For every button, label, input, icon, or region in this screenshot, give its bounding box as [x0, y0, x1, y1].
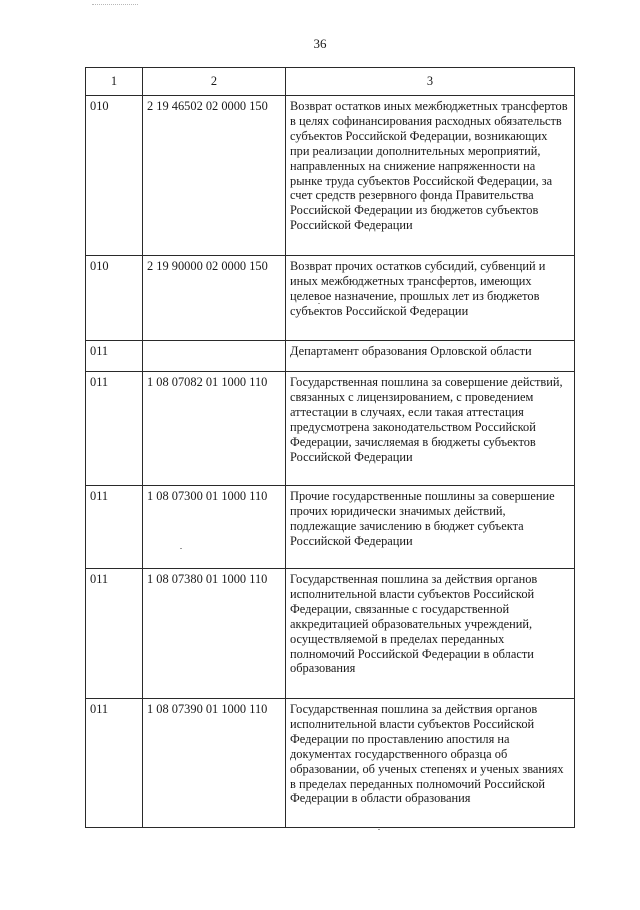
budget-classification-code-cell: 2 19 46502 02 0000 150	[143, 96, 286, 256]
revenue-name-cell: Государственная пошлина за совершение действий, связанных с лицензированием, с проведением аттестации в случаях, если такая аттестация предусмотрена законодательством Российской Федерации, зачисляемая в бюджеты субъектов Российской Федерации	[286, 372, 575, 486]
table-row	[86, 486, 575, 569]
budget-classification-code-cell: 1 08 07380 01 1000 110	[143, 569, 286, 699]
budget-classification-code-cell: 1 08 07300 01 1000 110	[143, 486, 286, 569]
column-header: 2	[143, 68, 286, 96]
administrator-code-cell: 011	[86, 372, 143, 486]
column-header: 1	[86, 68, 143, 96]
budget-classification-code-cell: 1 08 07082 01 1000 110	[143, 372, 286, 486]
table-row	[86, 256, 575, 341]
revenue-name-cell: Возврат прочих остатков субсидий, субвенций и иных межбюджетных трансфертов, имеющих целевое назначение, прошлых лет из бюджетов субъектов Российской Федерации	[286, 256, 575, 341]
revenue-codes-table	[85, 67, 575, 828]
administrator-code-cell: 011	[86, 486, 143, 569]
page-number: 36	[313, 36, 327, 51]
column-header: 3	[286, 68, 575, 96]
budget-classification-code-cell	[143, 341, 286, 372]
table-row	[86, 699, 575, 828]
revenue-name-cell: Государственная пошлина за действия органов исполнительной власти субъектов Российской Федерации, связанные с государственной аккредитацией образовательных учреждений, осуществляемой в пределах переданных полномочий Российской Федерации в области образования	[286, 569, 575, 699]
administrator-code-cell: 010	[86, 96, 143, 256]
table-header-row	[86, 68, 575, 96]
revenue-name-cell: Прочие государственные пошлины за совершение прочих юридически значимых действий, подлежащие зачислению в бюджет субъекта Российской Федерации	[286, 486, 575, 569]
revenue-name-cell: Возврат остатков иных межбюджетных трансфертов в целях софинансирования расходных обязательств субъектов Российской Федерации, возникающих при реализации дополнительных мероприятий, направленных на снижение напряженности на рынке труда субъектов Российской Федерации, за счет средств резервного фонда Правительства Российской Федерации из бюджетов субъектов Российской Федерации	[286, 96, 575, 256]
table-row	[86, 341, 575, 372]
table-row	[86, 569, 575, 699]
table-row	[86, 372, 575, 486]
budget-classification-code-cell: 2 19 90000 02 0000 150	[143, 256, 286, 341]
administrator-name-cell: Департамент образования Орловской области	[286, 341, 575, 372]
administrator-code-cell: 011	[86, 341, 143, 372]
administrator-code-cell: 010	[86, 256, 143, 341]
scan-artifact	[378, 829, 380, 830]
revenue-name-cell: Государственная пошлина за действия органов исполнительной власти субъектов Российской Федерации по проставлению апостиля на документах государственного образца об образовании, об ученых степенях и ученых званиях в пределах переданных полномочий Российской Федерации в области образования	[286, 699, 575, 828]
budget-classification-code-cell: 1 08 07390 01 1000 110	[143, 699, 286, 828]
table-row	[86, 96, 575, 256]
administrator-code-cell: 011	[86, 699, 143, 828]
scan-artifact	[92, 4, 138, 6]
administrator-code-cell: 011	[86, 569, 143, 699]
